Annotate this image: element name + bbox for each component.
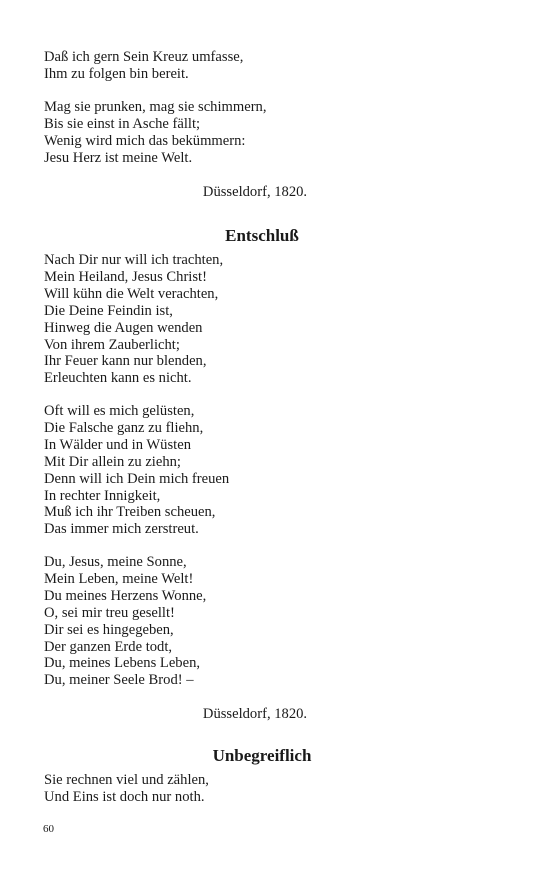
- poem-line: Hinweg die Augen wenden: [44, 319, 203, 336]
- poem-line: Sie rechnen viel und zählen,: [44, 772, 209, 788]
- poem-line: Mein Leben, meine Welt!: [44, 570, 194, 587]
- place-date-line: Düsseldorf, 1820.: [202, 706, 308, 722]
- poem-line: Ihr Feuer kann nur blenden,: [44, 353, 207, 370]
- poem-line: Mein Heiland, Jesus Christ!: [44, 268, 207, 285]
- poem-line: Muß ich ihr Treiben scheuen,: [44, 504, 216, 521]
- stanza-3: [44, 252, 514, 387]
- poem-title: Unbegreiflich: [212, 746, 312, 765]
- poem-line: Von ihrem Zauberlicht;: [44, 336, 180, 353]
- poem-line: O, sei mir treu gesellt!: [44, 604, 175, 621]
- poem-line: Dir sei es hingegeben,: [44, 621, 174, 638]
- poem-line: Du, meines Lebens Leben,: [44, 655, 201, 672]
- poem-line: Mit Dir allein zu ziehn;: [44, 453, 181, 470]
- poem-line: Jesu Herz ist meine Welt.: [44, 149, 193, 166]
- place-date-line: Düsseldorf, 1820.: [202, 184, 308, 200]
- poem-line: Ihm zu folgen bin bereit.: [44, 65, 189, 82]
- poem-line: Du, Jesus, meine Sonne,: [44, 554, 187, 570]
- poem-line: Erleuchten kann es nicht.: [44, 370, 192, 387]
- stanza-6: [44, 772, 514, 806]
- stanza-2: [44, 99, 514, 167]
- stanza-4: [44, 403, 514, 538]
- poem-line: Und Eins ist doch nur noth.: [44, 788, 205, 805]
- poem-line: Wenig wird mich das bekümmern:: [44, 132, 246, 149]
- poem-line: Die Deine Feindin ist,: [44, 302, 173, 319]
- poem-line: Du meines Herzens Wonne,: [44, 587, 207, 604]
- poem-line: Mag sie prunken, mag sie schimmern,: [44, 99, 267, 115]
- page-number: 60: [43, 823, 54, 835]
- poem-line: Das immer mich zerstreut.: [44, 521, 199, 538]
- poem-line: Will kühn die Welt verachten,: [44, 285, 219, 302]
- poem-line: Daß ich gern Sein Kreuz umfasse,: [44, 49, 244, 65]
- poem-line: Die Falsche ganz zu fliehn,: [44, 419, 204, 436]
- poem-line: Oft will es mich gelüsten,: [44, 403, 195, 419]
- poem-line: In Wälder und in Wüsten: [44, 436, 191, 453]
- poem-line: Bis sie einst in Asche fällt;: [44, 115, 201, 132]
- poem-line: In rechter Innigkeit,: [44, 487, 161, 504]
- stanza-1: [44, 49, 514, 83]
- poem-line: Denn will ich Dein mich freuen: [44, 470, 230, 487]
- poem-line: Der ganzen Erde todt,: [44, 638, 173, 655]
- poem-line: Nach Dir nur will ich trachten,: [44, 252, 224, 268]
- poem-title: Entschluß: [225, 226, 299, 245]
- stanza-5: [44, 554, 514, 689]
- poem-line: Du, meiner Seele Brod! –: [44, 672, 194, 689]
